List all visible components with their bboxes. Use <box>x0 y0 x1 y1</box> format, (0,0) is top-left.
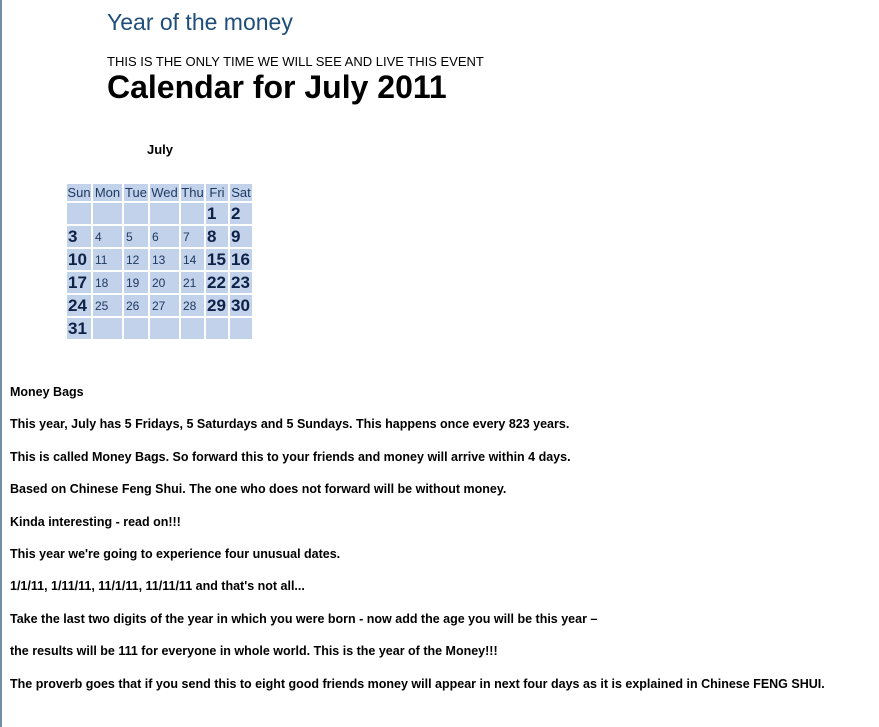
subheading: THIS IS THE ONLY TIME WE WILL SEE AND LIVE THIS EVENT <box>107 54 484 69</box>
calendar-day-cell: 5 <box>124 226 148 247</box>
left-border-rule <box>0 0 2 727</box>
calendar-day-cell: 28 <box>181 295 204 316</box>
page-heading: Year of the money <box>107 9 293 35</box>
body-paragraph: The proverb goes that if you send this to eight good friends money will appear in next four days as it is explained in Chinese FENG SHUI. <box>10 676 825 691</box>
day-header-thu: Thu <box>181 185 204 200</box>
calendar-day-cell: 17 <box>67 272 91 293</box>
calendar-day-cell <box>124 203 148 224</box>
calendar-day-cell: 15 <box>206 249 228 270</box>
calendar-day-cell: 25 <box>93 295 122 316</box>
body-paragraph: This year we're going to experience four unusual dates. <box>10 546 341 561</box>
calendar-day-cell <box>93 318 122 339</box>
calendar-day-cell: 14 <box>181 249 204 270</box>
calendar-day-header-row <box>67 184 252 201</box>
body-paragraph: This is called Money Bags. So forward this to your friends and money will arrive within 4 days. <box>10 449 571 464</box>
calendar-grid <box>65 182 254 341</box>
calendar-week-row <box>67 272 252 293</box>
calendar-day-cell: 10 <box>67 249 91 270</box>
calendar-day-cell: 2 <box>230 203 252 224</box>
calendar-day-cell: 3 <box>67 226 91 247</box>
calendar-day-cell <box>150 318 179 339</box>
calendar-day-cell: 31 <box>67 318 91 339</box>
calendar-day-cell: 27 <box>150 295 179 316</box>
body-paragraph: Take the last two digits of the year in which you were born - now add the age you will be this year – <box>10 611 598 626</box>
calendar-month-label: July <box>147 142 174 157</box>
calendar-week-row <box>67 226 252 247</box>
calendar-day-cell <box>181 318 204 339</box>
calendar-day-cell: 9 <box>230 226 252 247</box>
body-paragraph: Based on Chinese Feng Shui. The one who does not forward will be without money. <box>10 482 507 497</box>
day-header-sun: Sun <box>67 185 91 200</box>
calendar-day-cell: 20 <box>150 272 179 293</box>
body-paragraph: the results will be 111 for everyone in whole world. This is the year of the Money!!! <box>10 644 498 659</box>
calendar-day-cell: 22 <box>206 272 228 293</box>
calendar-day-cell: 19 <box>124 272 148 293</box>
body-paragraph: 1/1/11, 1/11/11, 11/1/11, 11/11/11 and that's not all... <box>10 579 305 594</box>
calendar-day-cell: 24 <box>67 295 91 316</box>
day-header-wed: Wed <box>151 185 178 200</box>
day-header-sat: Sat <box>231 185 251 200</box>
body-paragraph: This year, July has 5 Fridays, 5 Saturdays and 5 Sundays. This happens once every 823 years. <box>10 417 570 432</box>
calendar-day-cell: 18 <box>93 272 122 293</box>
calendar-week-row <box>67 203 252 224</box>
calendar-title: Calendar for July 2011 <box>107 69 447 105</box>
calendar-day-cell: 1 <box>206 203 228 224</box>
calendar-day-cell: 23 <box>230 272 252 293</box>
calendar-day-cell: 26 <box>124 295 148 316</box>
calendar-day-cell: 30 <box>230 295 252 316</box>
calendar-day-cell <box>67 203 91 224</box>
calendar-day-cell: 16 <box>230 249 252 270</box>
section-heading-money-bags: Money Bags <box>10 385 84 399</box>
day-header-mon: Mon <box>94 185 121 200</box>
body-paragraph: Kinda interesting - read on!!! <box>10 514 181 529</box>
article-body <box>10 383 870 707</box>
calendar-day-cell <box>206 318 228 339</box>
calendar-week-row <box>67 295 252 316</box>
day-header-fri: Fri <box>206 184 228 201</box>
calendar-day-cell: 6 <box>150 226 179 247</box>
calendar-week-row <box>67 318 252 339</box>
calendar-day-cell <box>124 318 148 339</box>
calendar-day-cell <box>230 318 252 339</box>
calendar-day-cell: 8 <box>206 226 228 247</box>
day-header-tue: Tue <box>125 185 147 200</box>
calendar-day-cell: 11 <box>93 249 122 270</box>
calendar-day-cell: 4 <box>93 226 122 247</box>
calendar-day-cell: 29 <box>206 295 228 316</box>
calendar-day-cell <box>93 203 122 224</box>
calendar-day-cell: 21 <box>181 272 204 293</box>
calendar-day-cell: 7 <box>181 226 204 247</box>
calendar-week-row <box>67 249 252 270</box>
calendar-day-cell <box>181 203 204 224</box>
calendar-day-cell <box>150 203 179 224</box>
calendar-day-cell: 13 <box>150 249 179 270</box>
calendar-day-cell: 12 <box>124 249 148 270</box>
